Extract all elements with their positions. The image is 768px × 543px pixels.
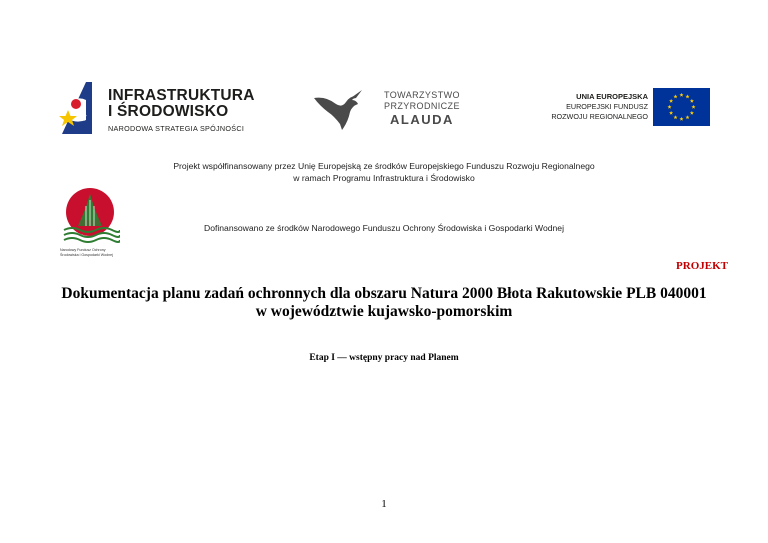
nfos-line1: Narodowy Fundusz Ochrony <box>60 248 106 252</box>
infrastruktura-line1: INFRASTRUKTURA <box>108 87 255 104</box>
document-title-line2: w województwie kujawsko-pomorskim <box>255 303 513 320</box>
eu-star-icon <box>667 105 671 109</box>
document-title <box>20 285 748 321</box>
eu-star-icon <box>669 99 673 103</box>
eu-star-icon <box>673 115 677 119</box>
cofinance-line1: Projekt współfinansowany przez Unię Europejską ze środków Europejskiego Funduszu Rozwoju Regionalnego <box>173 161 595 171</box>
lark-bird-icon <box>312 86 376 134</box>
infrastruktura-line2: I ŚRODOWISKO <box>108 103 229 120</box>
eu-star-icon <box>685 115 689 119</box>
page-number: 1 <box>381 498 387 510</box>
eu-logo <box>540 88 710 128</box>
alauda-name: ALAUDA <box>390 112 454 127</box>
nfos-cofinance-text: Dofinansowano ze środków Narodowego Funduszu Ochrony Środowiska i Gospodarki Wodnej <box>203 223 564 233</box>
infrastruktura-emblem-icon <box>56 80 104 136</box>
eu-title: UNIA EUROPEJSKA <box>576 92 648 101</box>
eu-star-icon <box>673 94 677 98</box>
eu-star-icon <box>690 99 694 103</box>
eu-star-icon <box>669 111 673 115</box>
eu-star-icon <box>685 94 689 98</box>
nfos-line2: Środowiska i Gospodarki Wodnej <box>60 253 113 257</box>
eu-star-icon <box>679 117 683 121</box>
cofinance-text <box>0 160 768 184</box>
infrastruktura-logo <box>56 80 255 136</box>
nfos-emblem-icon <box>60 186 120 248</box>
document-title-line1: Dokumentacja planu zadań ochronnych dla obszaru Natura 2000 Błota Rakutowskie PLB 040001 <box>61 285 707 302</box>
alauda-logo <box>312 86 462 134</box>
status-label: PROJEKT <box>676 260 728 272</box>
infrastruktura-subtitle: NARODOWA STRATEGIA SPÓJNOŚCI <box>108 124 245 133</box>
eu-line1: EUROPEJSKI FUNDUSZ <box>566 102 648 111</box>
alauda-line2: PRZYRODNICZE <box>384 101 460 111</box>
alauda-line1: TOWARZYSTWO <box>384 90 460 100</box>
eu-flag-icon <box>653 88 710 126</box>
eu-star-icon <box>690 111 694 115</box>
eu-star-icon <box>691 105 695 109</box>
cofinance-line2: w ramach Programu Infrastruktura i Środowisko <box>293 173 475 183</box>
eu-star-icon <box>679 93 683 97</box>
eu-line2: ROZWOJU REGIONALNEGO <box>551 112 648 121</box>
stage-label: Etap I — wstępny pracy nad Planem <box>309 353 459 363</box>
